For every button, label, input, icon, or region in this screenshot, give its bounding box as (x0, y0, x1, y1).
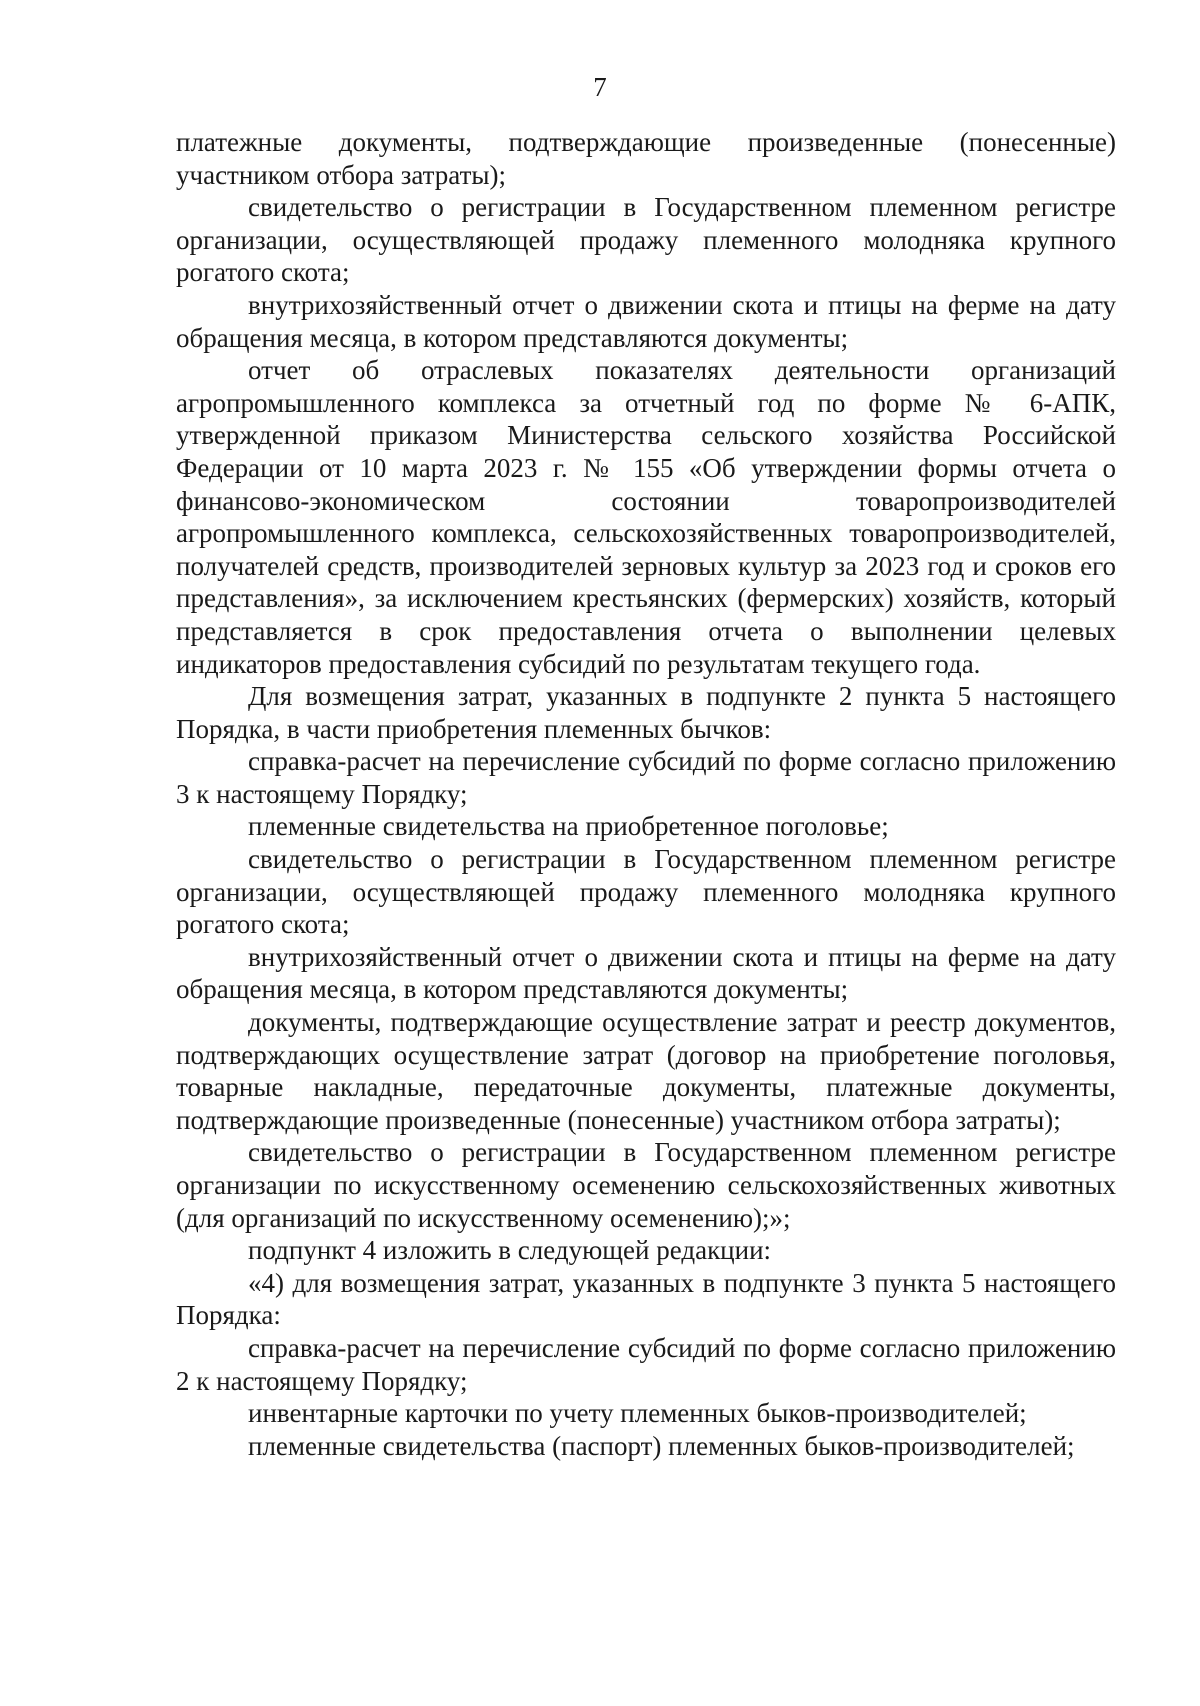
paragraph: справка-расчет на перечисление субсидий по форме согласно приложению 2 к настоящему Порядку; (176, 1332, 1116, 1396)
paragraph: свидетельство о регистрации в Государственном племенном регистре организации, осуществляющей продажу племенного молодняка крупного рогатого скота; (176, 192, 1116, 288)
paragraph: племенные свидетельства на приобретенное поголовье; (248, 811, 889, 842)
paragraph: внутрихозяйственный отчет о движении скота и птицы на ферме на дату обращения месяца, в котором представляются документы; (176, 941, 1116, 1005)
paragraph: документы, подтверждающие осуществление затрат и реестр документов, подтверждающих осуществление затрат (договор на приобретение поголовья, товарные накладные, передаточные документы, платежные документы, подтверждающие произведенные (понесенные) участником отбора затраты); (176, 1007, 1116, 1135)
paragraph: платежные документы, подтверждающие произведенные (понесенные) участником отбора затраты); (176, 127, 1116, 190)
paragraph: свидетельство о регистрации в Государственном племенном регистре организации по искусственному осеменению сельскохозяйственных животных (для организаций по искусственному осеменению);»; (176, 1137, 1116, 1233)
paragraph: подпункт 4 изложить в следующей редакции: (248, 1235, 772, 1266)
paragraph: отчет об отраслевых показателях деятельности организаций агропромышленного комплекса за отчетный год по форме № 6-АПК, утвержденной приказом Министерства сельского хозяйства Российской Федерации от 10 марта 2023 г. № 155 «Об утверждении формы отчета о финансово-экономическом состоянии товаропроизводителей агропромышленного комплекса, сельскохозяйственных товаропроизводителей, получателей средств, производителей зерновых культур за 2023 год и сроков его представления», за исключением крестьянских (фермерских) хозяйств, который представляется в срок предоставления отчета о выполнении целевых индикаторов предоставления субсидий по результатам текущего года. (176, 355, 1116, 679)
paragraph: внутрихозяйственный отчет о движении скота и птицы на ферме на дату обращения месяца, в котором представляются документы; (176, 289, 1116, 353)
paragraph: «4) для возмещения затрат, указанных в подпункте 3 пункта 5 настоящего Порядка: (176, 1267, 1116, 1331)
page-number: 7 (593, 72, 607, 102)
paragraph: Для возмещения затрат, указанных в подпункте 2 пункта 5 настоящего Порядка, в части приобретения племенных бычков: (176, 681, 1116, 744)
document-body (176, 126, 1116, 1462)
paragraph: свидетельство о регистрации в Государственном племенном регистре организации, осуществляющей продажу племенного молодняка крупного рогатого скота; (176, 844, 1116, 940)
paragraph: инвентарные карточки по учету племенных быков-производителей; (248, 1398, 1027, 1429)
paragraph: справка-расчет на перечисление субсидий по форме согласно приложению 3 к настоящему Порядку; (176, 746, 1116, 809)
paragraph: племенные свидетельства (паспорт) племенных быков-производителей; (248, 1430, 1075, 1461)
